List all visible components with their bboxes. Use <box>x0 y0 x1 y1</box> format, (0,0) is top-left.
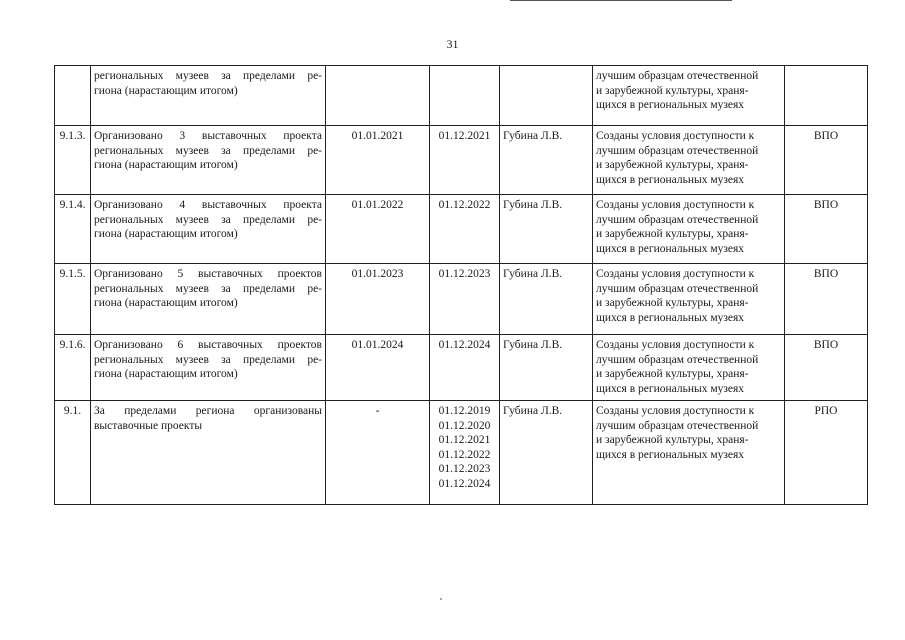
description-line: гиона (нарастающим итогом) <box>94 368 238 380</box>
responsible-cell <box>500 66 593 126</box>
description-line: За пределами региона организованы <box>94 405 322 417</box>
item-number-cell <box>55 401 91 505</box>
description-cell <box>91 126 326 195</box>
result-cell <box>593 335 785 401</box>
responsible-person: Губина Л.В. <box>503 339 563 351</box>
item-number-cell <box>55 195 91 264</box>
description-line: региональных музеев за пределами ре- <box>94 144 322 157</box>
scan-dot <box>440 598 442 600</box>
item-number-cell <box>55 66 91 126</box>
result-cell <box>593 264 785 335</box>
item-number: 9.1.6. <box>59 339 86 351</box>
start-date: 01.01.2023 <box>351 268 404 280</box>
result-line: и зарубежной культуры, храня- <box>596 434 749 446</box>
table-row <box>55 126 868 195</box>
end-date-cell <box>430 401 500 505</box>
result-line: щихся в региональных музеях <box>596 448 745 461</box>
document-type: ВПО <box>813 199 839 211</box>
end-date: 01.12.2020 <box>438 419 491 432</box>
description-line: Организовано 4 выставочных проекта <box>94 199 322 211</box>
description-cell <box>91 66 326 126</box>
result-line: Созданы условия доступности к <box>596 130 755 142</box>
description-line: региональных музеев за пределами ре- <box>94 353 322 366</box>
result-line: лучшим образцам отечественной <box>596 419 759 432</box>
responsible-cell <box>500 401 593 505</box>
result-cell <box>593 126 785 195</box>
end-date: 01.12.2024 <box>438 339 491 351</box>
end-date-cell <box>430 195 500 264</box>
result-line: и зарубежной культуры, храня- <box>596 368 749 380</box>
start-date: 01.01.2022 <box>351 199 404 211</box>
plan-table <box>54 65 868 505</box>
result-line: щихся в региональных музеях <box>596 242 745 255</box>
responsible-person: Губина Л.В. <box>503 130 563 142</box>
responsible-cell <box>500 195 593 264</box>
description-line: гиона (нарастающим итогом) <box>94 297 238 309</box>
result-line: Созданы условия доступности к <box>596 405 755 417</box>
document-type: ВПО <box>813 130 839 142</box>
document-type: ВПО <box>813 268 839 280</box>
document-type-cell <box>785 195 868 264</box>
end-date: 01.12.2024 <box>438 477 491 490</box>
start-date-cell <box>326 401 430 505</box>
description-cell <box>91 264 326 335</box>
result-cell <box>593 401 785 505</box>
responsible-person: Губина Л.В. <box>503 199 563 211</box>
description-line: гиона (нарастающим итогом) <box>94 84 238 97</box>
table-row <box>55 264 868 335</box>
end-date: 01.12.2022 <box>438 448 491 461</box>
table-row <box>55 195 868 264</box>
end-date: 01.12.2022 <box>438 199 491 211</box>
description-line: региональных музеев за пределами ре- <box>94 213 322 226</box>
end-date: 01.12.2023 <box>438 268 491 280</box>
item-number-cell <box>55 126 91 195</box>
result-line: Созданы условия доступности к <box>596 339 755 351</box>
item-number: 9.1. <box>63 405 82 417</box>
start-date-cell <box>326 195 430 264</box>
description-line: региональных музеев за пределами ре- <box>94 70 322 82</box>
responsible-cell <box>500 335 593 401</box>
result-line: лучшим образцам отечественной <box>596 144 759 157</box>
start-date: - <box>375 405 380 417</box>
result-line: и зарубежной культуры, храня- <box>596 297 749 309</box>
end-date: 01.12.2021 <box>438 434 491 446</box>
document-type-cell <box>785 335 868 401</box>
responsible-cell <box>500 264 593 335</box>
result-line: Созданы условия доступности к <box>596 199 755 211</box>
description-line: Организовано 3 выставочных проекта <box>94 130 322 142</box>
result-line: Созданы условия доступности к <box>596 268 755 280</box>
result-line: лучшим образцам отечественной <box>596 353 759 366</box>
start-date-cell <box>326 66 430 126</box>
start-date: 01.01.2024 <box>351 339 404 351</box>
description-line: региональных музеев за пределами ре- <box>94 282 322 295</box>
description-cell <box>91 335 326 401</box>
result-line: и зарубежной культуры, храня- <box>596 159 749 171</box>
item-number: 9.1.3. <box>59 130 86 142</box>
document-type-cell <box>785 264 868 335</box>
start-date: 01.01.2021 <box>351 130 404 142</box>
description-line: гиона (нарастающим итогом) <box>94 159 238 171</box>
description-line: гиона (нарастающим итогом) <box>94 228 238 240</box>
table-row <box>55 66 868 126</box>
description-line: Организовано 5 выставочных проектов <box>94 268 322 280</box>
result-line: лучшим образцам отечественной <box>596 70 759 82</box>
top-rule <box>510 0 732 1</box>
end-date-cell <box>430 66 500 126</box>
result-line: щихся в региональных музеях <box>596 99 745 111</box>
table-row <box>55 401 868 505</box>
item-number: 9.1.5. <box>59 268 86 280</box>
result-line: щихся в региональных музеях <box>596 173 745 186</box>
responsible-person: Губина Л.В. <box>503 268 563 280</box>
item-number-cell <box>55 264 91 335</box>
result-line: щихся в региональных музеях <box>596 311 745 324</box>
description-cell <box>91 401 326 505</box>
end-date-cell <box>430 335 500 401</box>
result-line: лучшим образцам отечественной <box>596 213 759 226</box>
result-cell <box>593 66 785 126</box>
description-line: Организовано 6 выставочных проектов <box>94 339 322 351</box>
table-row <box>55 335 868 401</box>
end-date: 01.12.2021 <box>438 130 491 142</box>
document-type-cell <box>785 126 868 195</box>
start-date-cell <box>326 264 430 335</box>
end-date: 01.12.2019 <box>438 405 491 417</box>
result-line: и зарубежной культуры, храня- <box>596 84 749 97</box>
description-line: выставочные проекты <box>94 419 203 432</box>
result-line: щихся в региональных музеях <box>596 382 745 395</box>
item-number: 9.1.4. <box>59 199 86 211</box>
item-number-cell <box>55 335 91 401</box>
end-date: 01.12.2023 <box>438 463 491 475</box>
end-date-cell <box>430 126 500 195</box>
responsible-cell <box>500 126 593 195</box>
document-type: РПО <box>814 405 838 417</box>
end-date-cell <box>430 264 500 335</box>
description-cell <box>91 195 326 264</box>
responsible-person: Губина Л.В. <box>503 405 563 417</box>
document-type-cell <box>785 66 868 126</box>
document-type: ВПО <box>813 339 839 351</box>
result-cell <box>593 195 785 264</box>
result-line: лучшим образцам отечественной <box>596 282 759 295</box>
page-number: 31 <box>446 37 459 51</box>
document-type-cell <box>785 401 868 505</box>
result-line: и зарубежной культуры, храня- <box>596 228 749 240</box>
start-date-cell <box>326 335 430 401</box>
start-date-cell <box>326 126 430 195</box>
